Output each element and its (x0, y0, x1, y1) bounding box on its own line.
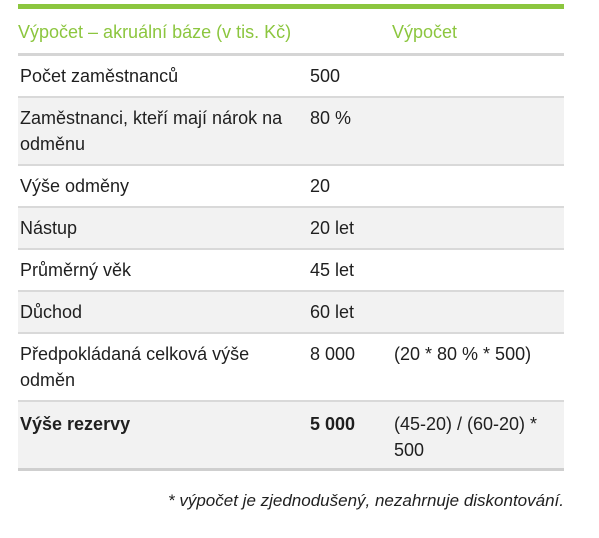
row-label: Předpokládaná celková výše odměn (18, 333, 308, 401)
row-calculation (392, 249, 564, 291)
row-label: Důchod (18, 291, 308, 333)
row-value: 20 (308, 165, 392, 207)
row-value: 8 000 (308, 333, 392, 401)
row-label: Zaměstnanci, kteří mají nárok na odměnu (18, 97, 308, 165)
total-label: Výše rezervy (18, 401, 308, 470)
table-row (18, 249, 564, 291)
row-calculation (392, 291, 564, 333)
table-row (18, 55, 564, 98)
row-label: Průměrný věk (18, 249, 308, 291)
table-row (18, 165, 564, 207)
row-value: 20 let (308, 207, 392, 249)
row-value: 60 let (308, 291, 392, 333)
row-calculation (392, 55, 564, 98)
header-value (308, 9, 392, 55)
row-value: 500 (308, 55, 392, 98)
table-row (18, 97, 564, 165)
accrual-calculation-table (18, 9, 564, 471)
row-label: Výše odměny (18, 165, 308, 207)
total-value: 5 000 (308, 401, 392, 470)
row-label: Nástup (18, 207, 308, 249)
header-calculation: Výpočet (392, 9, 564, 55)
header-description: Výpočet – akruální báze (v tis. Kč) (18, 9, 308, 55)
table-total-row (18, 401, 564, 470)
row-label: Počet zaměstnanců (18, 55, 308, 98)
row-calculation (392, 207, 564, 249)
row-calculation (392, 165, 564, 207)
calculation-table-container (18, 4, 564, 471)
row-calculation (392, 97, 564, 165)
row-calculation: (20 * 80 % * 500) (392, 333, 564, 401)
table-row (18, 207, 564, 249)
table-row (18, 333, 564, 401)
row-value: 45 let (308, 249, 392, 291)
total-calculation: (45-20) / (60-20) * 500 (392, 401, 564, 470)
table-header-row (18, 9, 564, 55)
row-value: 80 % (308, 97, 392, 165)
table-footnote: * výpočet je zjednodušený, nezahrnuje diskontování. (168, 491, 564, 510)
table-row (18, 291, 564, 333)
